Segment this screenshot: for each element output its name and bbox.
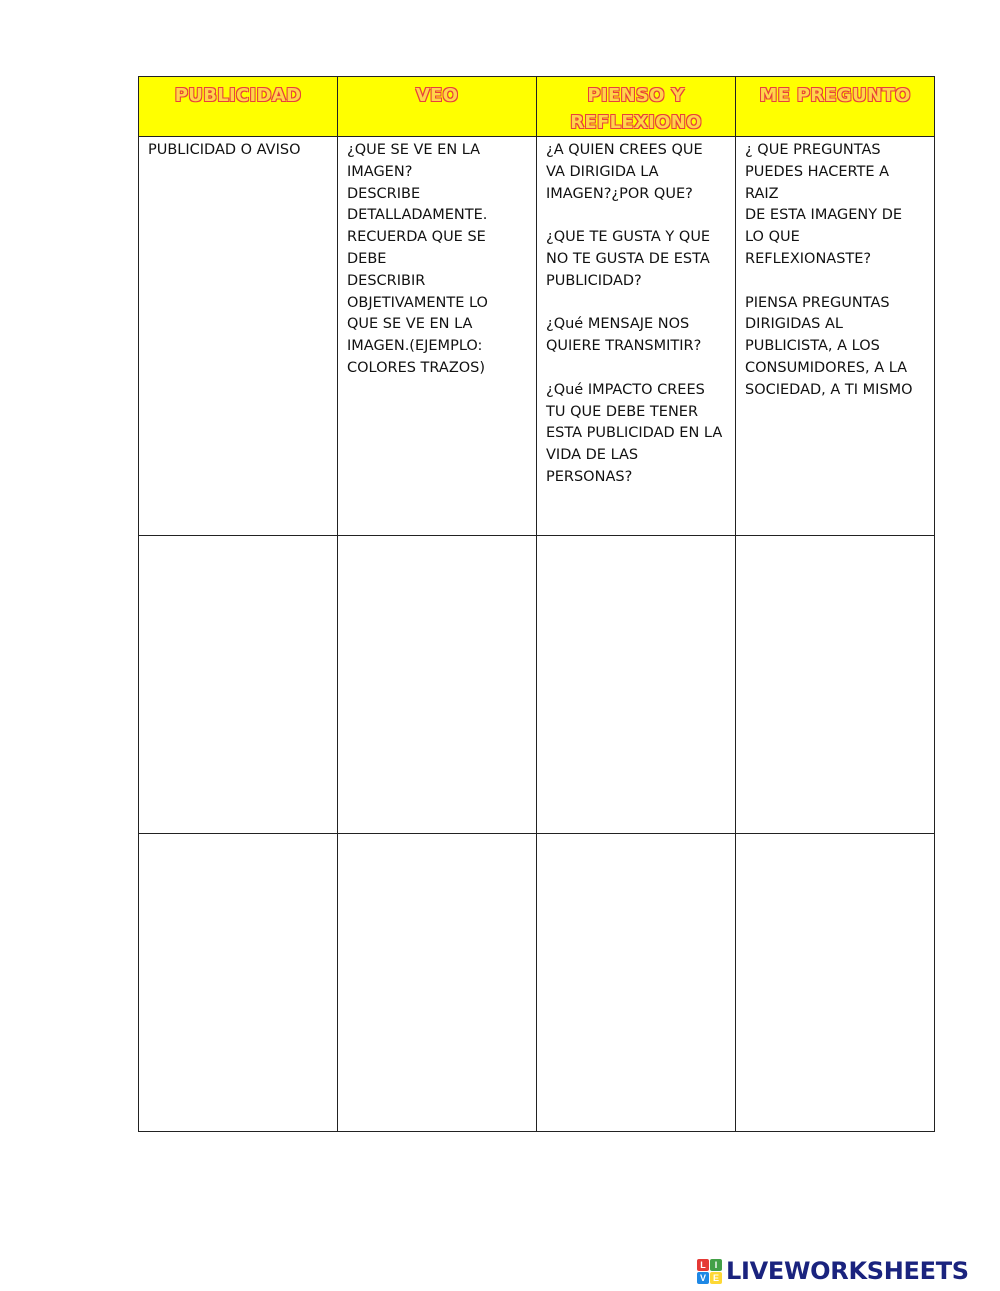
instruction-cell xyxy=(139,137,338,536)
cell-text: ¿A QUIEN CREES QUE VA DIRIGIDA LA IMAGEN?¿POR QUE? ¿QUE TE GUSTA Y QUE NO TE GUSTA DE ESTA PUBLICIDAD? ¿Qué MENSAJE NOS QUIERE TRANSMITIR? ¿Qué IMPACTO CREES TU QUE DEBE TENER ESTA PUBLICIDAD EN LA VIDA DE LAS PERSONAS? xyxy=(546,142,723,485)
table-row xyxy=(139,834,935,1132)
header-cell-veo xyxy=(338,77,537,137)
answer-cell[interactable] xyxy=(537,536,736,834)
liveworksheets-brand xyxy=(697,1256,969,1286)
header-cell-me-pregunto xyxy=(736,77,935,137)
answer-cell[interactable] xyxy=(338,834,537,1132)
answer-cell[interactable] xyxy=(139,536,338,834)
answer-cell[interactable] xyxy=(537,834,736,1132)
instruction-cell xyxy=(537,137,736,536)
header-label: VEO xyxy=(415,85,459,106)
answer-cell[interactable] xyxy=(139,834,338,1132)
table-row xyxy=(139,137,935,536)
logo-letter: L xyxy=(697,1259,709,1271)
header-label: PUBLICIDAD xyxy=(174,85,302,106)
answer-cell[interactable] xyxy=(736,834,935,1132)
header-cell-publicidad xyxy=(139,77,338,137)
instruction-cell xyxy=(736,137,935,536)
logo-letter: V xyxy=(697,1272,709,1284)
worksheet-table xyxy=(138,76,935,1132)
cell-text: PUBLICIDAD O AVISO xyxy=(148,142,301,158)
instruction-cell xyxy=(338,137,537,536)
header-row xyxy=(139,77,935,137)
header-label: PIENSO Y REFLEXIONO xyxy=(570,85,702,133)
answer-cell[interactable] xyxy=(338,536,537,834)
cell-text: ¿ QUE PREGUNTAS PUEDES HACERTE A RAIZ DE ESTA IMAGENY DE LO QUE REFLEXIONASTE? PIENSA PREGUNTAS DIRIGIDAS AL PUBLICISTA, A LOS CONSUMIDORES, A LA SOCIEDAD, A TI MISMO xyxy=(745,142,913,398)
cell-text: ¿QUE SE VE EN LA IMAGEN? DESCRIBE DETALLADAMENTE. RECUERDA QUE SE DEBE DESCRIBIR OBJETIVAMENTE LO QUE SE VE EN LA IMAGEN.(EJEMPLO: COLORES TRAZOS) xyxy=(347,142,488,376)
logo-letter: E xyxy=(710,1272,722,1284)
table-row xyxy=(139,536,935,834)
header-label: ME PREGUNTO xyxy=(759,85,911,106)
logo-letter: I xyxy=(710,1259,722,1271)
liveworksheets-logo-icon xyxy=(697,1259,722,1284)
header-cell-pienso xyxy=(537,77,736,137)
answer-cell[interactable] xyxy=(736,536,935,834)
brand-name: LIVEWORKSHEETS xyxy=(726,1257,969,1285)
